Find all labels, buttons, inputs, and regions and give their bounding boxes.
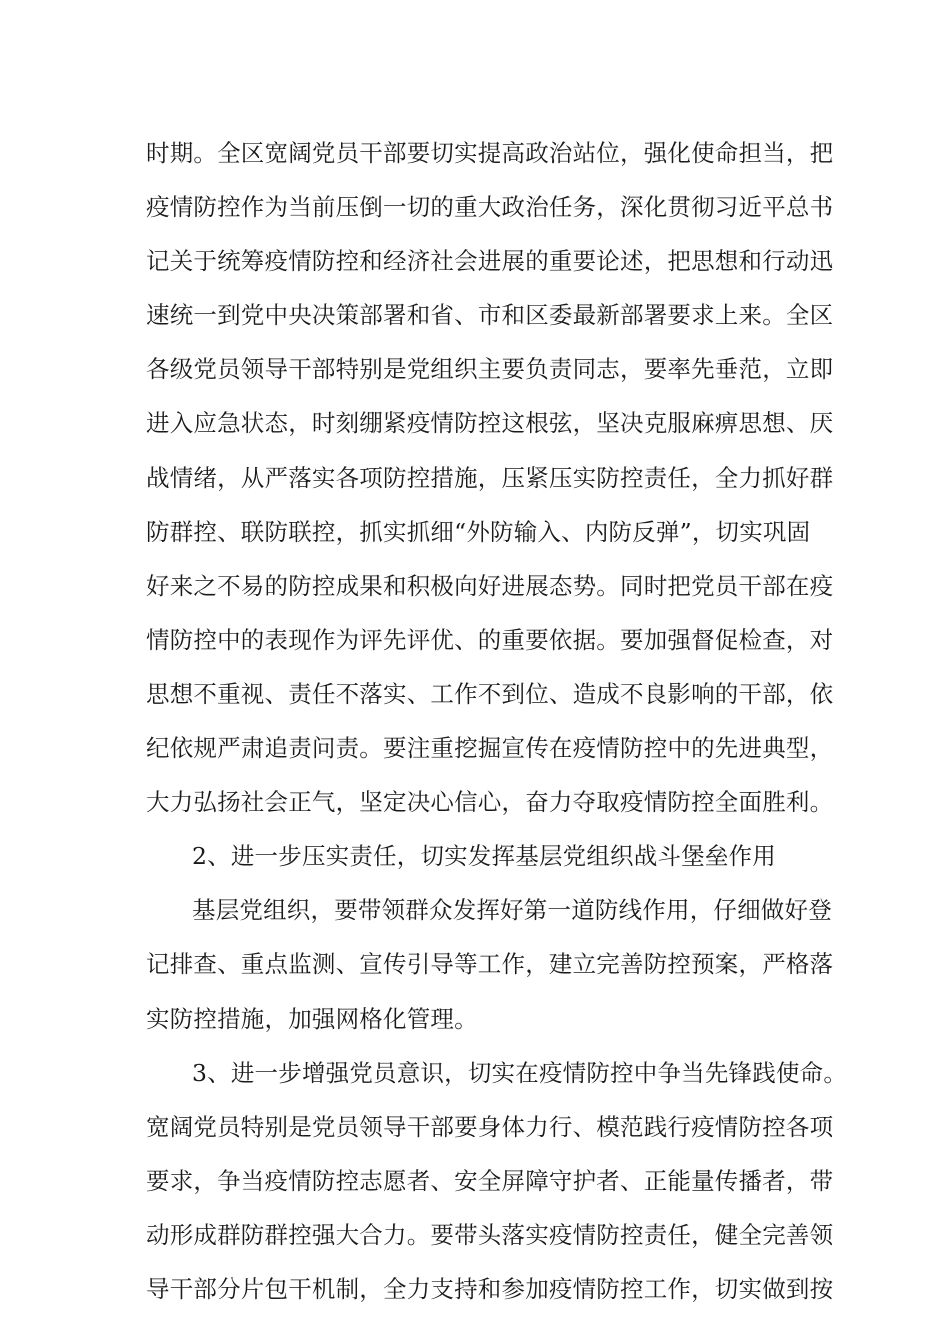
text-line: 情防控中的表现作为评先评优、的重要依据。要加强督促检查，对 xyxy=(146,625,834,654)
text-line: 宽阔党员特别是党员领导干部要身体力行、模范践行疫情防控各项 xyxy=(146,1112,834,1141)
text-line: 疫情防控作为当前压倒一切的重大政治任务，深化贯彻习近平总书 xyxy=(146,193,834,222)
text-line: 战情绪，从严落实各项防控措施，压紧压实防控责任，全力抓好群 xyxy=(146,463,834,492)
text-line: 防群控、联防联控，抓实抓细“外防输入、内防反弹”，切实巩固 xyxy=(146,517,811,546)
text-line: 要求，争当疫情防控志愿者、安全屏障守护者、正能量传播者，带 xyxy=(146,1166,834,1195)
text-line: 实防控措施，加强网格化管理。 xyxy=(146,1004,478,1033)
document-body xyxy=(146,126,848,1316)
text-line: 动形成群防群控强大合力。要带头落实疫情防控责任，健全完善领 xyxy=(146,1220,834,1249)
section-heading: 2、进一步压实责任，切实发挥基层党组织战斗堡垒作用 xyxy=(192,842,776,871)
text-line: 大力弘扬社会正气，坚定决心信心，奋力夺取疫情防控全面胜利。 xyxy=(146,788,834,817)
text-line: 思想不重视、责任不落实、工作不到位、造成不良影响的干部，依 xyxy=(146,679,834,708)
text-line: 导干部分片包干机制，全力支持和参加疫情防控工作，切实做到按 xyxy=(146,1274,834,1303)
text-line: 好来之不易的防控成果和积极向好进展态势。同时把党员干部在疫 xyxy=(146,571,834,600)
text-line: 进入应急状态，时刻绷紧疫情防控这根弦，坚决克服麻痹思想、厌 xyxy=(146,409,834,438)
text-line: 速统一到党中央决策部署和省、市和区委最新部署要求上来。全区 xyxy=(146,301,834,330)
text-line: 记关于统筹疫情防控和经济社会进展的重要论述，把思想和行动迅 xyxy=(146,247,834,276)
text-line: 各级党员领导干部特别是党组织主要负责同志，要率先垂范，立即 xyxy=(146,355,834,384)
section-heading: 3、进一步增强党员意识，切实在疫情防控中争当先锋践使命。 xyxy=(192,1058,848,1087)
text-line: 纪依规严肃追责问责。要注重挖掘宣传在疫情防控中的先进典型， xyxy=(146,734,834,763)
text-line: 时期。全区宽阔党员干部要切实提高政治站位，强化使命担当，把 xyxy=(146,139,834,167)
text-line: 基层党组织，要带领群众发挥好第一道防线作用，仔细做好登 xyxy=(192,896,832,925)
text-line: 记排查、重点监测、宣传引导等工作，建立完善防控预案，严格落 xyxy=(146,950,834,979)
